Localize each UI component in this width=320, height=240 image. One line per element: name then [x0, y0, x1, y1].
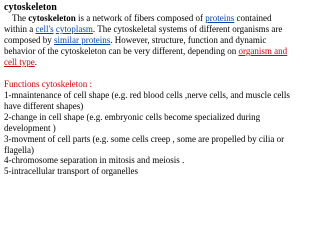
intro-text-6: . However, structure, function and dynamic behavior of the cytoskeleton can be very different, depending on — [4, 35, 267, 56]
list-item: 4-chromosome separation in mitosis and meiosis . — [4, 155, 185, 166]
spacer — [4, 68, 296, 79]
proteins-link[interactable]: proteins — [205, 13, 235, 23]
page-title: cytoskeleton — [4, 2, 57, 13]
list-item: 3-movment of cell parts (e.g. some cells creep , some are propelled by cilia or flagella) — [4, 133, 285, 155]
functions-heading: Functions cytoskeleton : — [4, 79, 92, 89]
intro-text-5: . The cytoskeletal systems of different organisms are composed by — [4, 24, 283, 45]
intro-text-3: contained within a — [4, 13, 272, 34]
intro-term: cytoskeleton — [28, 13, 76, 23]
functions-list — [4, 90, 296, 177]
cytoplasm-link[interactable]: cytoplasm — [55, 24, 93, 34]
intro-text-7: . — [34, 57, 37, 67]
intro-paragraph — [4, 13, 296, 68]
cells-link[interactable]: cell's — [35, 24, 54, 34]
intro-text-1: The — [12, 13, 29, 23]
list-item: 5-intracellular transport of organelles — [4, 166, 139, 177]
list-item: 1-mnaintenance of cell shape (e.g. red blood cells ,nerve cells, and muscle cells have different shapes) — [4, 90, 290, 111]
similar-proteins-link[interactable]: similar proteins — [54, 35, 111, 45]
intro-text-2: is a network of fibers composed of — [75, 13, 206, 23]
organism-cell-type-link[interactable]: organism and cell type — [4, 46, 288, 67]
list-item: 2-change in cell shape (e.g. embryonic cells become specialized during development ) — [4, 111, 261, 133]
